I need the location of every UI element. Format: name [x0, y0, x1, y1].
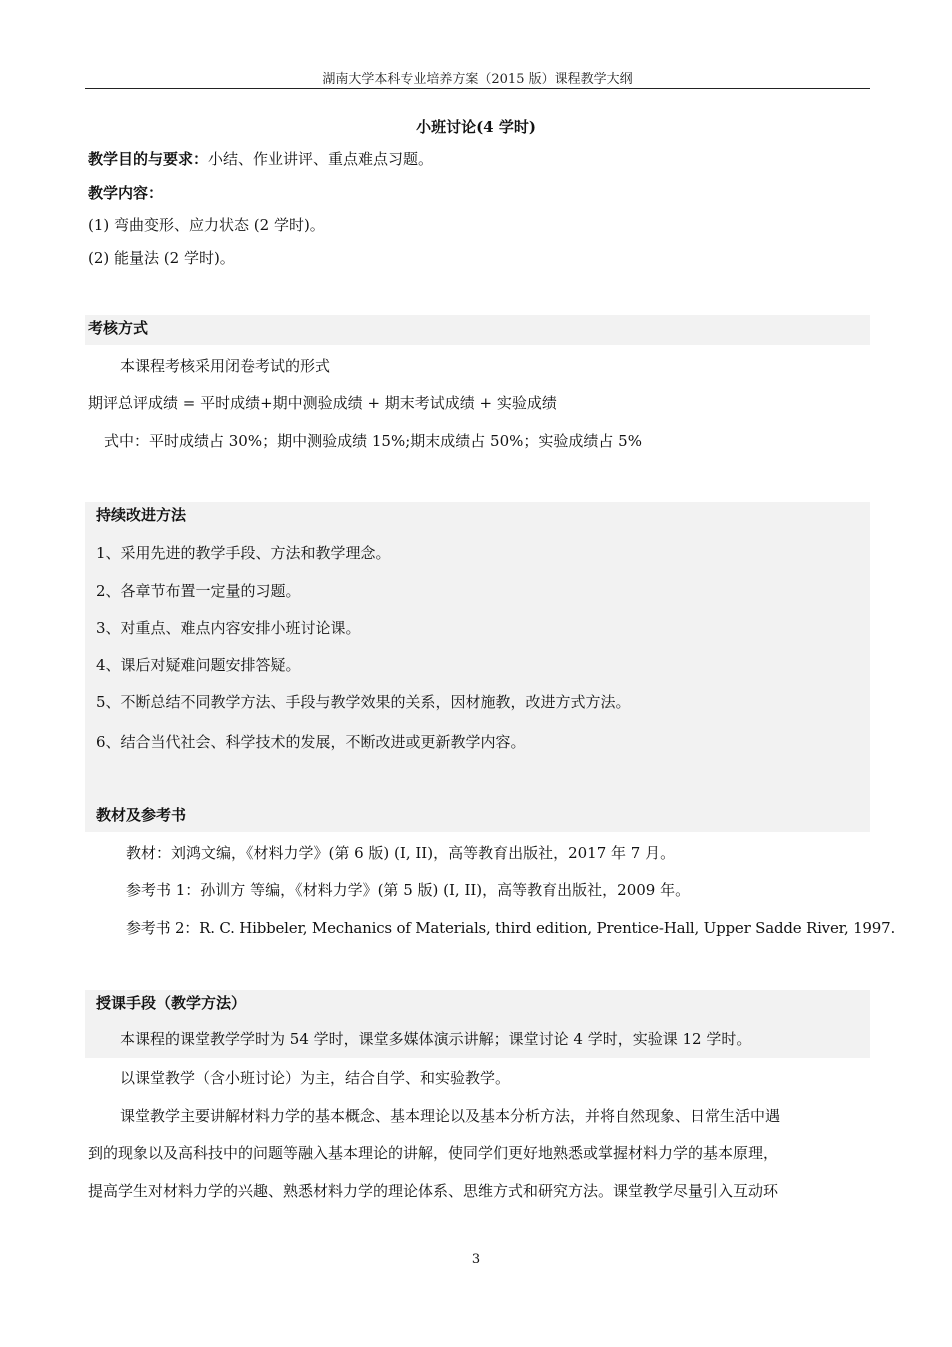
page-header: 湖南大学本科专业培养方案（2015 版）课程教学大纲 — [322, 72, 633, 87]
assessment-line: 本课程考核采用闭卷考试的形式 — [120, 357, 331, 375]
teaching-line: 课堂教学主要讲解材料力学的基本概念、基本理论以及基本分析方法，并将自然现象、日常生活中遇 — [120, 1107, 781, 1125]
page-number: 3 — [471, 1252, 481, 1267]
assessment-weights: 式中：平时成绩占 30%；期中测验成绩 15%;期末成绩占 50%；实验成绩占 5% — [104, 432, 642, 450]
teaching-line: 以课堂教学（含小班讨论）为主，结合自学、和实验教学。 — [120, 1069, 511, 1087]
objective-text: 小结、作业讲评、重点难点习题。 — [208, 150, 434, 168]
discussion-item: (1) 弯曲变形、应力状态 (2 学时)。 — [88, 216, 325, 234]
textbooks-band — [85, 792, 870, 832]
improvement-item: 6、结合当代社会、科学技术的发展，不断改进或更新教学内容。 — [96, 733, 526, 751]
teaching-line: 本课程的课堂教学学时为 54 学时，课堂多媒体演示讲解；课堂讨论 4 学时，实验课 12 学时。 — [120, 1030, 752, 1048]
textbook-item: 教材：刘鸿文编，《材料力学》(第 6 版) (I, II)，高等教育出版社，2017 年 7 月。 — [126, 844, 676, 862]
header-divider — [85, 88, 870, 89]
teaching-line: 到的现象以及高科技中的问题等融入基本理论的讲解，使同学们更好地熟悉或掌握材料力学的基本原理， — [88, 1144, 779, 1162]
improvement-item: 1、采用先进的教学手段、方法和教学理念。 — [96, 544, 391, 562]
discussion-item: (2) 能量法 (2 学时)。 — [88, 249, 235, 267]
reference-item: 参考书 2：R. C. Hibbeler, Mechanics of Materials, third edition, Prentice-Hall, Upper Sadde River, 1997. — [126, 919, 896, 937]
teaching-line: 提高学生对材料力学的兴趣、熟悉材料力学的理论体系、思维方式和研究方法。课堂教学尽量引入互动环 — [88, 1182, 779, 1200]
assessment-formula: 期评总评成绩 = 平时成绩+期中测验成绩 + 期末考试成绩 + 实验成绩 — [88, 394, 557, 412]
assessment-heading: 考核方式 — [88, 319, 149, 337]
improvement-heading: 持续改进方法 — [96, 506, 187, 524]
content-label: 教学内容： — [88, 184, 164, 202]
objective-label: 教学目的与要求： — [88, 150, 209, 168]
improvement-item: 2、各章节布置一定量的习题。 — [96, 582, 301, 600]
improvement-item: 5、不断总结不同教学方法、手段与教学效果的关系，因材施教，改进方式方法。 — [96, 693, 631, 711]
textbooks-heading: 教材及参考书 — [96, 806, 187, 824]
improvement-item: 3、对重点、难点内容安排小班讨论课。 — [96, 619, 361, 637]
reference-item: 参考书 1：孙训方 等编，《材料力学》(第 5 版) (I, II)，高等教育出版社，2009 年。 — [126, 881, 691, 899]
assessment-heading-band — [85, 315, 870, 345]
discussion-objective — [88, 149, 433, 169]
teaching-heading: 授课手段（教学方法） — [96, 994, 247, 1012]
improvement-item: 4、课后对疑难问题安排答疑。 — [96, 656, 301, 674]
discussion-heading: 小班讨论(4 学时) — [416, 118, 536, 136]
